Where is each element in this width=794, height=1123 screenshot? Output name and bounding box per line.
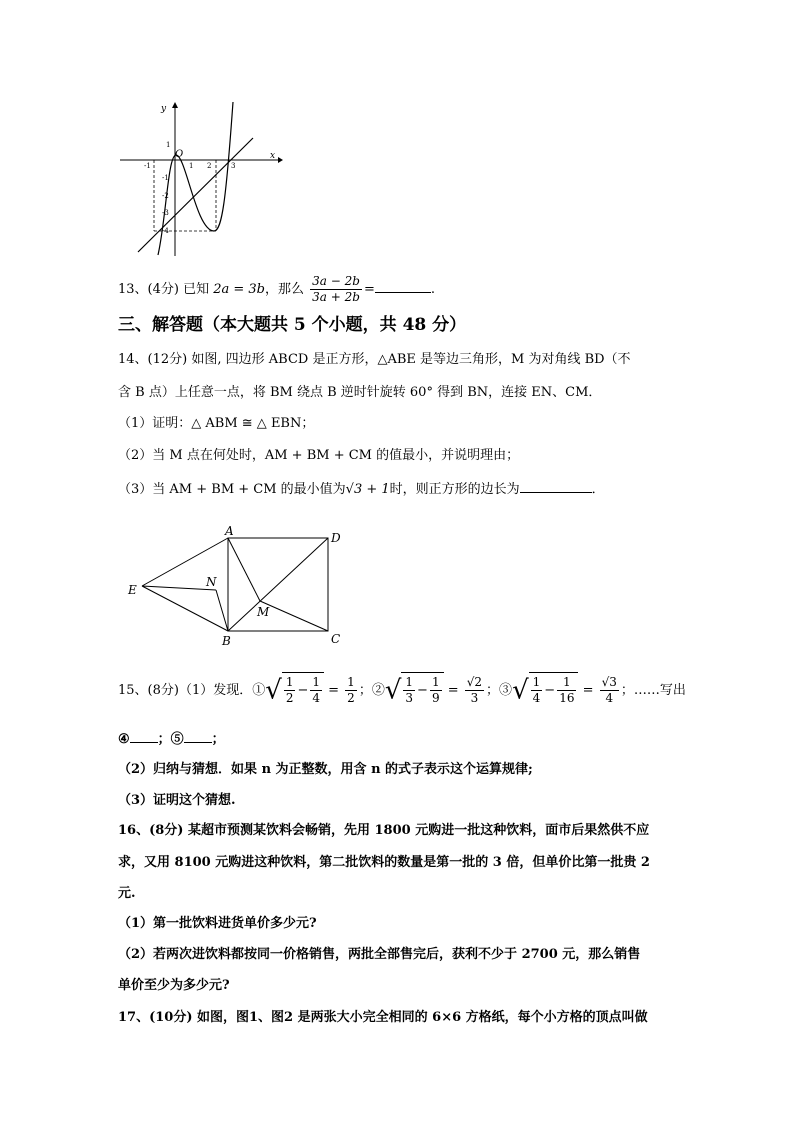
function-graph-figure <box>118 100 283 260</box>
label-N: N <box>206 575 217 589</box>
straight-line <box>138 138 253 252</box>
q15-r1-num: 1 <box>347 675 355 689</box>
graph-y-tick: -4 <box>162 227 169 235</box>
q14-part-2: （2）当 M 点在何处时，AM + BM + CM 的值最小，并说明理由； <box>118 448 520 463</box>
q15-line-2 <box>118 731 225 749</box>
graph-y-tick: -3 <box>162 209 169 217</box>
q15-f3b-den: 16 <box>559 691 575 705</box>
q15-f3a-den: 4 <box>532 691 541 705</box>
q15-line-1: 15、(8分)（1）发现．①√ $\frac{1}{2}$ − $\frac{1}{4}$ = $\frac{1}{2}$ ；②√ $\frac{1}{3}$ − $\frac{1}{9}$ = $\frac{√2}{3}$ ；③√ $\frac{1}{4}$ − $\frac{1}{16}$ = $\frac{√3}{4}$ ；……写出 <box>118 672 686 708</box>
q15-f1a-num: 1 <box>285 675 294 689</box>
q15-f2a-num: 1 <box>405 675 414 689</box>
q15-f1b-den: 4 <box>312 691 320 705</box>
q15-f1a-den: 2 <box>285 691 294 705</box>
q15-circle-4: ④ <box>118 732 130 747</box>
q15-circle-5: ；⑤ <box>157 732 184 747</box>
q16-part-2a: （2）若两次进饮料都按同一价格销售，两批全部售完后，获利不少于 2700 元，那么销售 <box>118 947 641 962</box>
q13-mid: ，那么 <box>265 282 305 297</box>
q13-prefix: 13、(4分) 已知 <box>118 282 210 297</box>
q15-sqrt-1: √ $\frac{1}{2}$ − $\frac{1}{4}$ <box>265 672 324 709</box>
q15-f3a-num: 1 <box>532 675 541 689</box>
q14-part-3-end: ． <box>591 482 605 497</box>
q16-line-3: 元. <box>118 886 136 901</box>
q15-blank-5[interactable] <box>184 742 212 743</box>
q13-condition: 2a = 3b <box>213 282 266 297</box>
q16-part-1: （1）第一批饮料进货单价多少元? <box>118 916 317 931</box>
q15-part-2: （2）归纳与猜想．如果 n 为正整数，用含 n 的式子表示这个运算规律; <box>118 762 533 777</box>
q13-end: . <box>430 282 436 297</box>
graph-y-tick: 1 <box>166 141 171 149</box>
graph-x-tick: 3 <box>231 162 236 170</box>
label-B: B <box>222 634 231 648</box>
q15-sqrt-2: √ $\frac{1}{3}$ − $\frac{1}{9}$ <box>385 672 444 709</box>
q15-f1b-num: 1 <box>312 675 320 689</box>
q15-f2a-den: 3 <box>405 691 414 705</box>
graph-x-tick: -1 <box>144 162 151 170</box>
q14-line-2: 含 B 点）上任意一点，将 BM 绕点 B 逆时针旋转 60° 得到 BN，连接 EN、CM． <box>118 385 602 400</box>
q15-f2b-den: 9 <box>431 691 440 705</box>
q15-r3-num: √3 <box>601 675 617 689</box>
q15-sep-2: ；③ <box>486 683 513 698</box>
q15-sep-1: ；② <box>358 683 385 698</box>
q15-r2-num: √2 <box>466 675 483 689</box>
graph-x-tick: 2 <box>207 162 212 170</box>
q14-answer-blank[interactable] <box>520 492 592 493</box>
q14-part-3-prefix: （3）当 AM + BM + CM 的最小值为 <box>118 482 346 497</box>
graph-y-label: y <box>161 104 167 114</box>
q13-equals: = <box>363 282 375 297</box>
q15-part-3: （3）证明这个猜想. <box>118 793 236 808</box>
q16-line-1: 16、(8分) 某超市预测某饮料会畅销，先用 1800 元购进一批这种饮料，面市后果然供不应 <box>118 823 650 838</box>
label-A: A <box>225 524 234 538</box>
q14-part-1: （1）证明：△ ABM ≅ △ EBN； <box>118 416 315 431</box>
label-M: M <box>257 605 270 619</box>
q15-f2b-num: 1 <box>431 675 440 689</box>
graph-y-tick: -1 <box>162 174 169 182</box>
q13-denominator: 3a + 2b <box>312 290 360 304</box>
label-C: C <box>331 632 341 646</box>
graph-x-label: x <box>270 151 276 161</box>
q17-line-1: 17、(10分) 如图，图1、图2 是两张大小完全相同的 6×6 方格纸，每个小方格的顶点叫做 <box>118 1010 648 1025</box>
graph-x-tick: 1 <box>189 162 194 170</box>
q15-f3b-num: 1 <box>557 675 576 691</box>
q14-line-1: 14、(12分) 如图, 四边形 ABCD 是正方形，△ABE 是等边三角形，M 为对角线 BD（不 <box>118 352 631 367</box>
q14-part-3 <box>118 481 605 499</box>
q15-r2-den: 3 <box>470 691 479 705</box>
q15-prefix: 15、(8分)（1）发现．① <box>118 683 266 698</box>
q15-r1-den: 2 <box>347 691 355 705</box>
q15-r3-den: 4 <box>605 691 614 705</box>
q16-part-2b: 单价至少为多少元? <box>118 978 230 993</box>
question-13 <box>118 274 435 305</box>
graph-y-tick: -2 <box>162 192 169 200</box>
q13-fraction <box>310 274 362 305</box>
q13-answer-blank[interactable] <box>375 292 431 293</box>
graph-origin-label: O <box>175 149 184 160</box>
q14-part-3-post: 时，则正方形的边长为 <box>389 482 520 497</box>
cubic-curve <box>158 102 236 255</box>
q14-part-3-value: √3 + 1 <box>345 482 390 497</box>
q16-line-2: 求，又用 8100 元购进这种饮料，第二批饮料的数量是第一批的 3 倍，但单价比第一批贵 2 <box>118 855 650 870</box>
label-D: D <box>331 531 341 545</box>
section-3-title: 三、解答题（本大题共 5 个小题，共 48 分） <box>118 315 467 335</box>
label-E: E <box>128 583 137 597</box>
q13-numerator: 3a − 2b <box>312 274 360 288</box>
q15-sqrt-3: √ $\frac{1}{4}$ − $\frac{1}{16}$ <box>512 672 578 709</box>
q15-blank-4[interactable] <box>130 742 158 743</box>
square-triangle-figure <box>120 524 350 650</box>
q15-tail: ；……写出 <box>620 683 686 698</box>
q15-line-2-end: ； <box>211 732 225 747</box>
